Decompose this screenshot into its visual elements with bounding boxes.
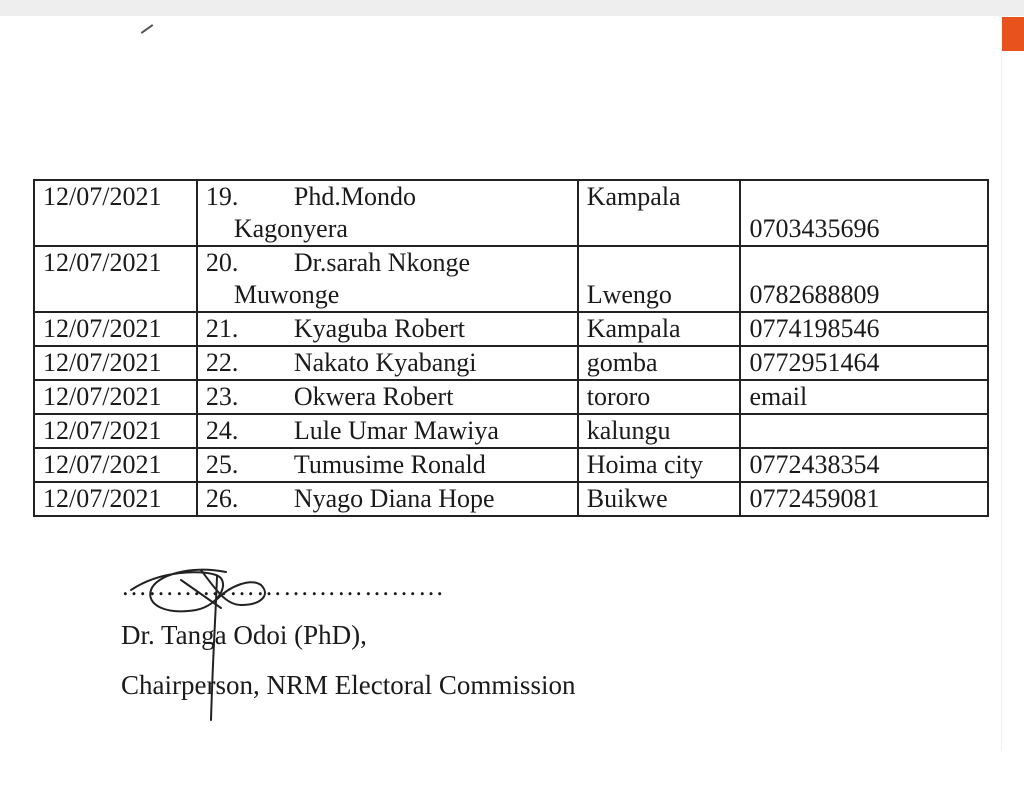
pen-mark (141, 24, 154, 34)
phone-cell: email (740, 380, 988, 414)
entry-number: 26. (205, 484, 239, 513)
orange-tab (1002, 17, 1024, 51)
entry-number: 23. (205, 382, 239, 411)
entry-name: Nyago Diana Hope (293, 484, 495, 513)
location-cell: Hoima city (578, 448, 741, 482)
location-cell: tororo (578, 380, 741, 414)
name-cell (197, 346, 578, 380)
entry-name-continued: Muwonge (233, 280, 340, 309)
entry-number: 21. (205, 314, 239, 343)
name-cell (197, 312, 578, 346)
location-cell: kalungu (578, 414, 741, 448)
signer-name: Dr. Tanga Odoi (PhD), (121, 620, 367, 650)
name-cell (197, 482, 578, 516)
phone-cell: 0772951464 (740, 346, 988, 380)
table-row (34, 380, 988, 414)
phone-cell: 0703435696 (740, 180, 988, 246)
phone-cell: 0782688809 (740, 246, 988, 312)
name-cell (197, 246, 578, 312)
date-cell: 12/07/2021 (34, 448, 197, 482)
entry-number: 22. (205, 348, 239, 377)
table-row (34, 312, 988, 346)
entry-name: Okwera Robert (293, 382, 454, 411)
page-edge (1001, 50, 1002, 750)
date-cell: 12/07/2021 (34, 414, 197, 448)
name-cell (197, 414, 578, 448)
table-row (34, 414, 988, 448)
entry-name: Tumusime Ronald (293, 450, 486, 479)
name-cell (197, 448, 578, 482)
entry-name: Lule Umar Mawiya (293, 416, 499, 445)
entry-name-continued: Kagonyera (233, 214, 348, 243)
name-cell (197, 380, 578, 414)
table-row (34, 180, 988, 246)
entry-name: Kyaguba Robert (293, 314, 465, 343)
phone-cell: 0774198546 (740, 312, 988, 346)
name-cell (197, 180, 578, 246)
entry-name: Dr.sarah Nkonge (293, 248, 471, 277)
entry-number: 19. (205, 182, 239, 211)
date-cell: 12/07/2021 (34, 346, 197, 380)
date-cell: 12/07/2021 (34, 180, 197, 246)
date-cell: 12/07/2021 (34, 380, 197, 414)
entry-number: 20. (205, 248, 239, 277)
records-table (33, 179, 989, 517)
table-row (34, 346, 988, 380)
phone-cell: 0772459081 (740, 482, 988, 516)
table-row (34, 448, 988, 482)
entry-number: 25. (205, 450, 239, 479)
location-cell: Buikwe (578, 482, 741, 516)
entry-name: Nakato Kyabangi (293, 348, 477, 377)
date-cell: 12/07/2021 (34, 246, 197, 312)
signature-line: ……………………………… (121, 572, 445, 601)
table-row (34, 482, 988, 516)
location-cell: Lwengo (578, 246, 741, 312)
table-row (34, 246, 988, 312)
location-cell: Kampala (578, 312, 741, 346)
phone-cell: 0772438354 (740, 448, 988, 482)
signer-title: Chairperson, NRM Electoral Commission (121, 670, 576, 700)
entry-name: Phd.Mondo (293, 182, 416, 211)
location-cell: Kampala (578, 180, 741, 246)
top-band (0, 0, 1024, 16)
date-cell: 12/07/2021 (34, 312, 197, 346)
phone-cell (740, 414, 988, 448)
entry-number: 24. (205, 416, 239, 445)
date-cell: 12/07/2021 (34, 482, 197, 516)
signature-block (121, 560, 721, 760)
location-cell: gomba (578, 346, 741, 380)
